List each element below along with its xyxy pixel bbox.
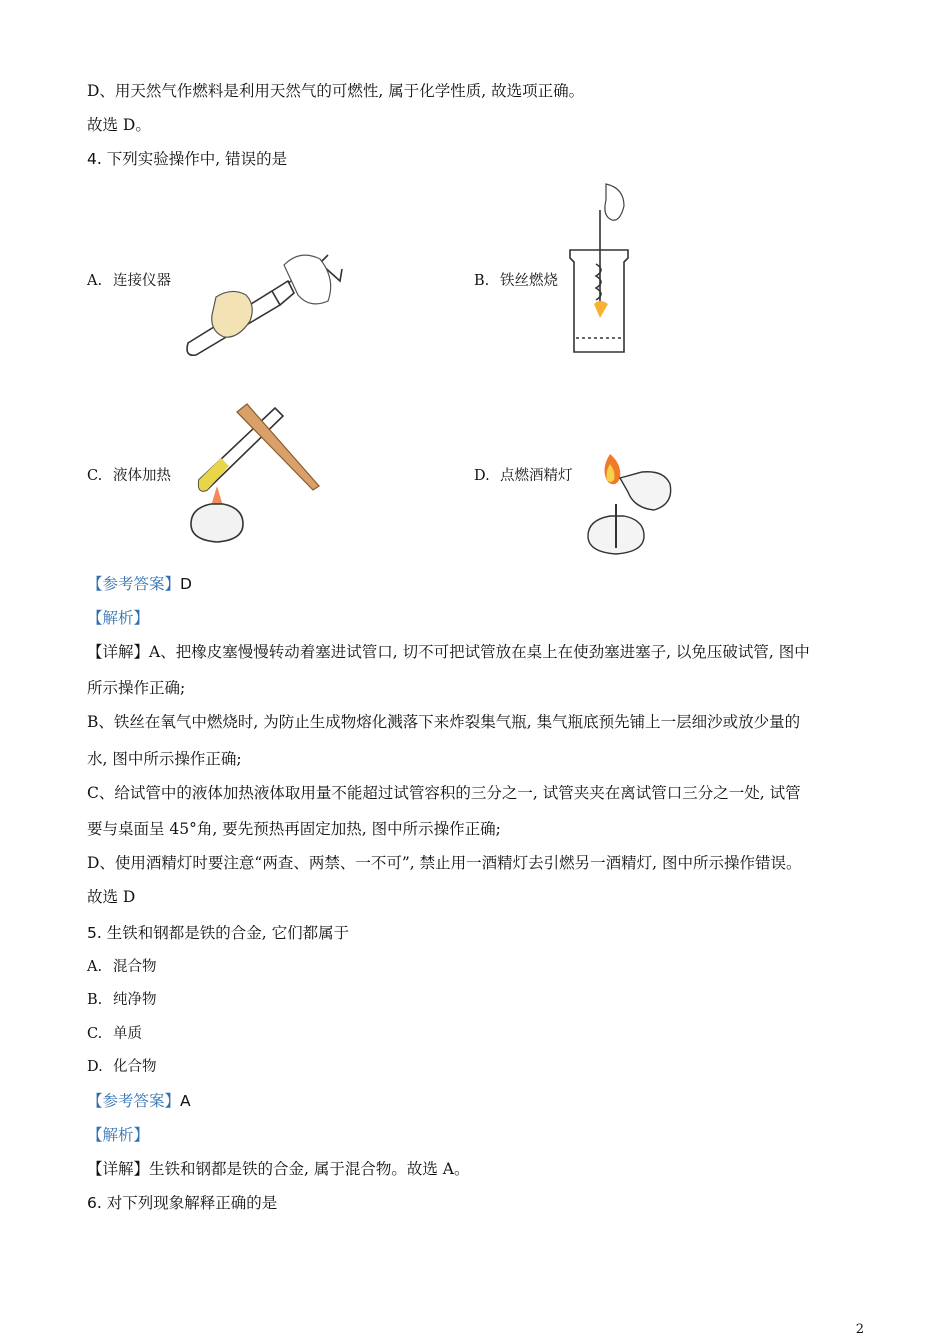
option-key: A. (87, 959, 103, 975)
text-line: 所示操作正确; (87, 679, 186, 697)
answer-label: 【参考答案】 (87, 1092, 181, 1110)
option-text: 点燃酒精灯 (500, 468, 573, 484)
analysis-label: 【解析】 (87, 1126, 150, 1144)
page-number: 2 (855, 1322, 864, 1337)
question-6 (87, 1192, 277, 1214)
detail-text: 生铁和钢都是铁的合金, 属于混合物。故选 A。 (149, 1160, 470, 1178)
option-b (87, 990, 157, 1010)
iron-wire-burning-figure (566, 180, 636, 358)
option-key: B. (474, 273, 490, 289)
detail-line (87, 641, 810, 663)
answer-value: A (180, 1092, 191, 1110)
option-text: 纯净物 (113, 992, 157, 1008)
text-line: B、铁丝在氧气中燃烧时, 为防止生成物熔化溅落下来炸裂集气瓶, 集气瓶底预先铺上一层细沙或放少量的 (87, 713, 801, 731)
option-text: 连接仪器 (113, 273, 171, 289)
detail-label: 【详解】 (87, 1160, 150, 1178)
option-key: C. (87, 1026, 103, 1042)
question-4 (87, 148, 287, 170)
option-d (87, 1057, 157, 1077)
question-text: . 生铁和钢都是铁的合金, 它们都属于 (96, 924, 350, 942)
option-text: 单质 (113, 1026, 142, 1042)
option-d (474, 466, 573, 486)
text-line: C、给试管中的液体加热液体取用量不能超过试管容积的三分之一, 试管夹夹在离试管口三分之一处, 试管 (87, 784, 801, 802)
question-text: . 下列实验操作中, 错误的是 (96, 150, 288, 168)
answer-label: 【参考答案】 (87, 575, 181, 593)
option-key: C. (87, 468, 103, 484)
text-line: D、使用酒精灯时要注意“两查、两禁、一不可”, 禁止用一酒精灯去引燃另一酒精灯, 图中所示操作错误。 (87, 854, 802, 872)
option-text: 化合物 (113, 1059, 157, 1075)
option-key: D. (87, 1059, 103, 1075)
liquid-heating-figure (175, 400, 325, 550)
option-b (474, 271, 558, 291)
option-text: 混合物 (113, 959, 157, 975)
question-5 (87, 922, 349, 944)
option-key: D. (474, 468, 490, 484)
question-number: 6 (87, 1194, 97, 1212)
option-c (87, 1024, 142, 1044)
detail-line (87, 1158, 470, 1180)
answer-value: D (180, 575, 192, 593)
option-key: A. (87, 273, 103, 289)
question-text: . 对下列现象解释正确的是 (96, 1194, 278, 1212)
detail-text: A、把橡皮塞慢慢转动着塞进试管口, 切不可把试管放在桌上在使劲塞进塞子, 以免压破试管, 图中 (149, 643, 810, 661)
question-number: 5 (87, 924, 97, 942)
answer-line (87, 1090, 191, 1112)
option-a (87, 271, 171, 291)
option-key: B. (87, 992, 103, 1008)
text-line: 要与桌面呈 45°角, 要先预热再固定加热, 图中所示操作正确; (87, 820, 501, 838)
lighting-alcohol-lamp-figure (580, 448, 680, 556)
detail-label: 【详解】 (87, 643, 150, 661)
text-line: D、用天然气作燃料是利用天然气的可燃性, 属于化学性质, 故选项正确。 (87, 82, 585, 100)
option-text: 铁丝燃烧 (500, 273, 558, 289)
option-text: 液体加热 (113, 468, 171, 484)
text-line: 故选 D (87, 888, 136, 906)
text-line: 水, 图中所示操作正确; (87, 750, 242, 768)
connect-instrument-figure (180, 245, 350, 357)
option-a (87, 957, 157, 977)
question-number: 4 (87, 150, 97, 168)
analysis-label: 【解析】 (87, 609, 150, 627)
answer-line (87, 573, 192, 595)
text-line: 故选 D。 (87, 116, 151, 134)
option-c (87, 466, 171, 486)
